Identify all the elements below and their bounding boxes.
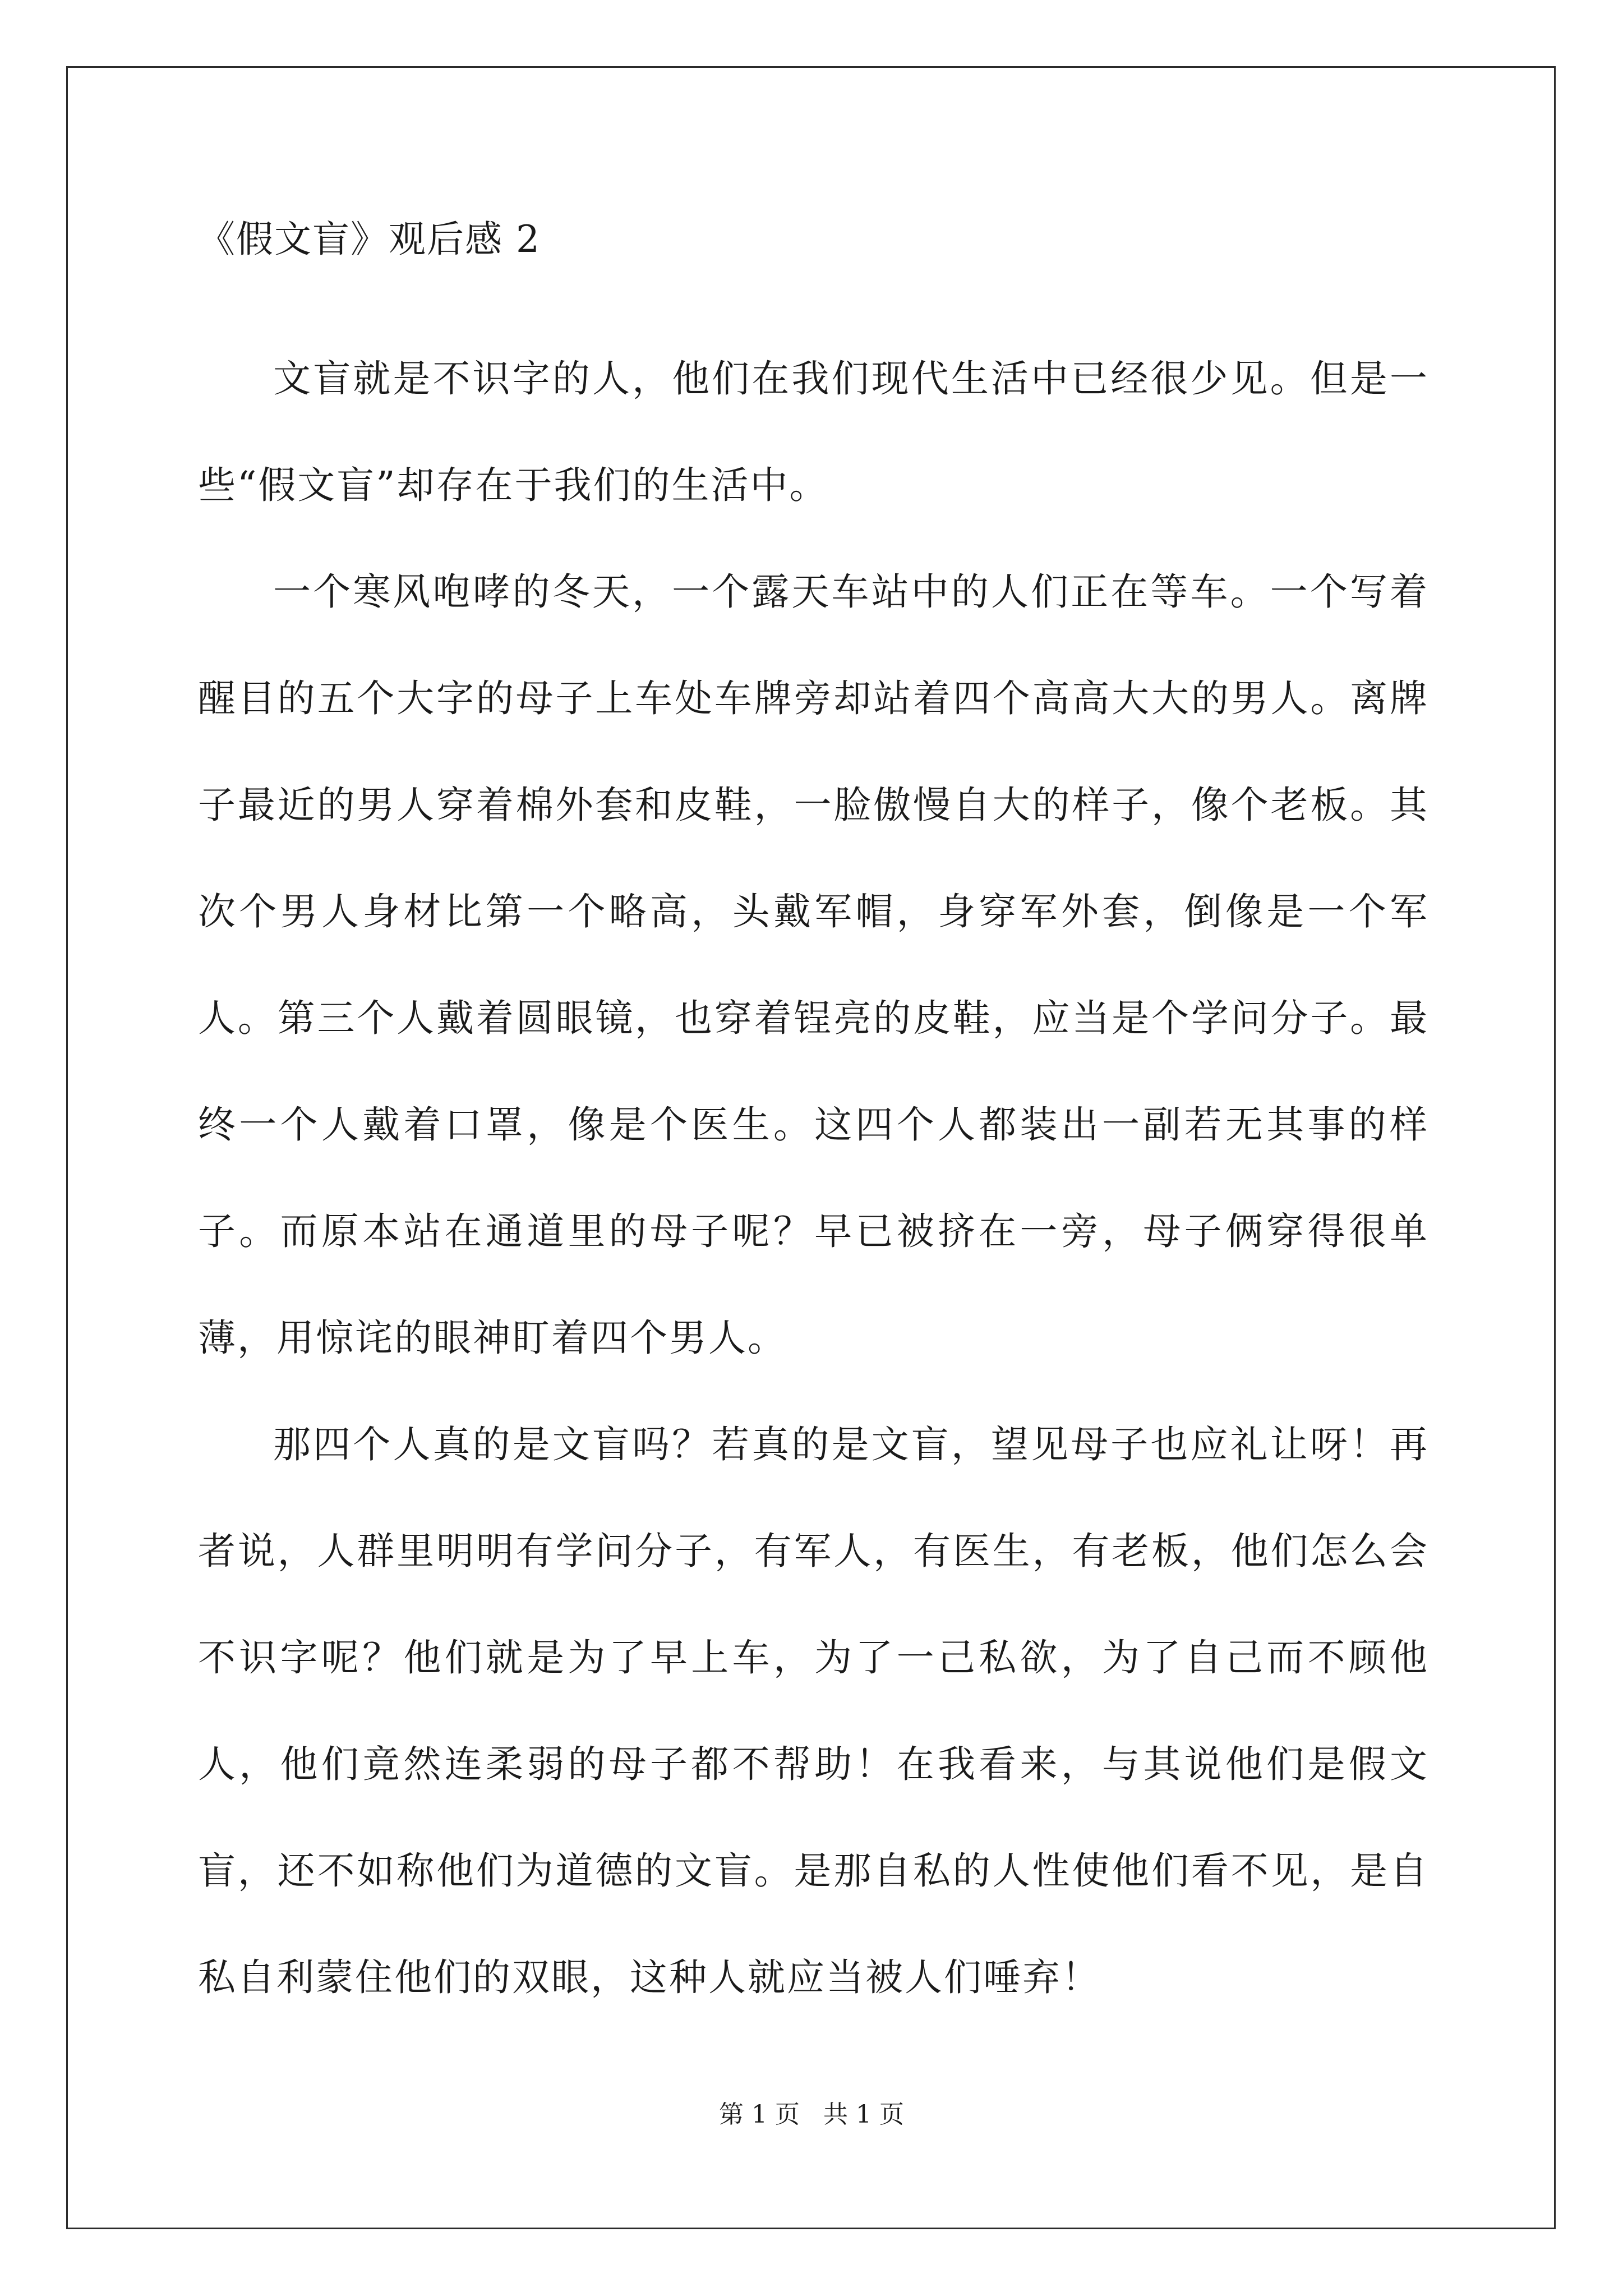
page-number-footer: 第 1 页 共 1 页 xyxy=(719,2100,904,2129)
paragraph-2: 一个寒风咆哮的冬天，一个露天车站中的人们正在等车。一个写着醒目的五个大字的母子上车处车牌旁却站着四个高高大大的男人。离牌子最近的男人穿着棉外套和皮鞋，一脸傲慢自大的样子，像个老板。其次个男人身材比第一个略高，头戴军帽，身穿军外套，倒像是一个军人。第三个人戴着圆眼镜，也穿着锃亮的皮鞋，应当是个学问分子。最终一个人戴着口罩，像是个医生。这四个人都装出一副若无其事的样子。而原本站在通道里的母子呢？早已被挤在一旁，母子俩穿得很单薄，用惊诧的眼神盯着四个男人。 xyxy=(198,570,1429,1360)
paragraph-3: 那四个人真的是文盲吗？若真的是文盲，望见母子也应礼让呀！再者说，人群里明明有学问分子，有军人，有医生，有老板，他们怎么会不识字呢？他们就是为了早上车，为了一己私欲，为了自己而不顾他人，他们竟然连柔弱的母子都不帮助！在我看来，与其说他们是假文盲，还不如称他们为道德的文盲。是那自私的人性使他们看不见，是自私自利蒙住他们的双眼，这种人就应当被人们唾弃！ xyxy=(198,1423,1429,1999)
document-body xyxy=(198,214,1429,2031)
document-title: 《假文盲》观后感 2 xyxy=(198,218,541,261)
paragraph-1: 文盲就是不识字的人，他们在我们现代生活中已经很少见。但是一些“假文盲”却存在于我们的生活中。 xyxy=(198,357,1429,507)
